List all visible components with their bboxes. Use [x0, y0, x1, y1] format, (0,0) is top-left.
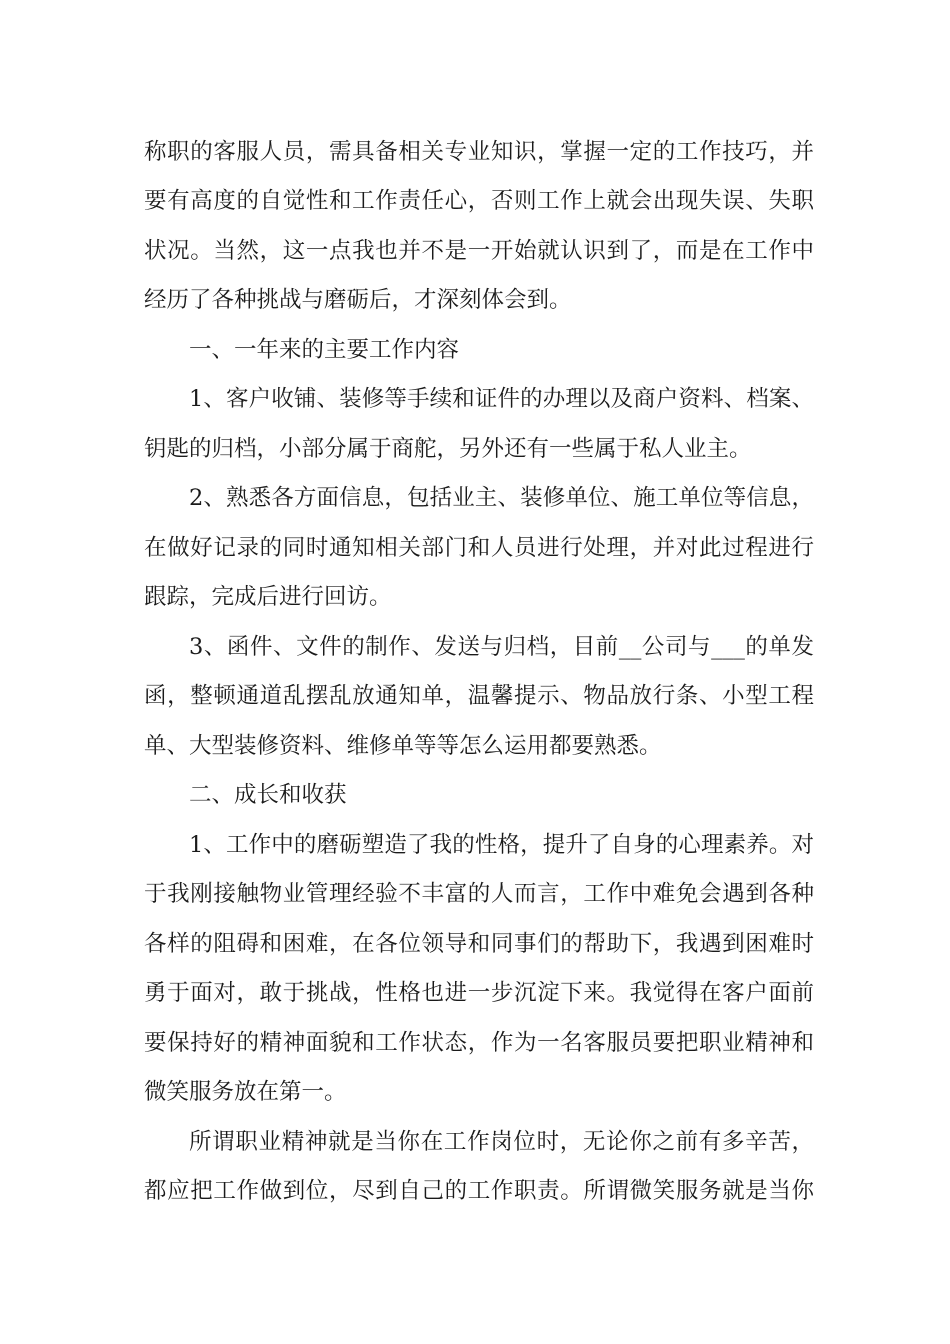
text-line: 要有高度的自觉性和工作责任心，否则工作上就会出现失误、失职 — [144, 188, 814, 214]
text-line: 经历了各种挑战与磨砺后，才深刻体会到。 — [144, 287, 572, 313]
text-line: 1、客户收铺、装修等手续和证件的办理以及商户资料、档案、 — [189, 386, 814, 412]
text-line: 跟踪，完成后进行回访。 — [144, 584, 392, 610]
text-line: 微笑服务放在第一。 — [144, 1079, 347, 1105]
text-line: 3、函件、文件的制作、发送与归档，目前__公司与___的单发 — [189, 634, 814, 660]
text-line: 称职的客服人员，需具备相关专业知识，掌握一定的工作技巧，并 — [144, 139, 814, 165]
text-line: 1、工作中的磨砺塑造了我的性格，提升了自身的心理素养。对 — [189, 832, 814, 858]
text-line: 各样的阻碍和困难，在各位领导和同事们的帮助下，我遇到困难时 — [144, 931, 814, 957]
text-line: 在做好记录的同时通知相关部门和人员进行处理，并对此过程进行 — [144, 535, 814, 561]
text-line: 要保持好的精神面貌和工作状态，作为一名客服员要把职业精神和 — [144, 1030, 814, 1056]
text-line: 钥匙的归档，小部分属于商舵，另外还有一些属于私人业主。 — [144, 436, 752, 462]
text-line: 状况。当然，这一点我也并不是一开始就认识到了，而是在工作中 — [144, 238, 814, 264]
text-line: 所谓职业精神就是当你在工作岗位时，无论你之前有多辛苦， — [189, 1129, 814, 1155]
text-line: 单、大型装修资料、维修单等等怎么运用都要熟悉。 — [144, 733, 662, 759]
section-heading: 二、成长和收获 — [189, 782, 347, 808]
text-line: 2、熟悉各方面信息，包括业主、装修单位、施工单位等信息， — [189, 485, 814, 511]
section-heading: 一、一年来的主要工作内容 — [189, 337, 460, 363]
text-line: 函，整顿通道乱摆乱放通知单，温馨提示、物品放行条、小型工程 — [144, 683, 814, 709]
text-line: 勇于面对，敢于挑战，性格也进一步沉淀下来。我觉得在客户面前 — [144, 980, 814, 1006]
text-line: 于我刚接触物业管理经验不丰富的人而言，工作中难免会遇到各种 — [144, 881, 814, 907]
text-line: 都应把工作做到位，尽到自己的工作职责。所谓微笑服务就是当你 — [144, 1178, 814, 1204]
